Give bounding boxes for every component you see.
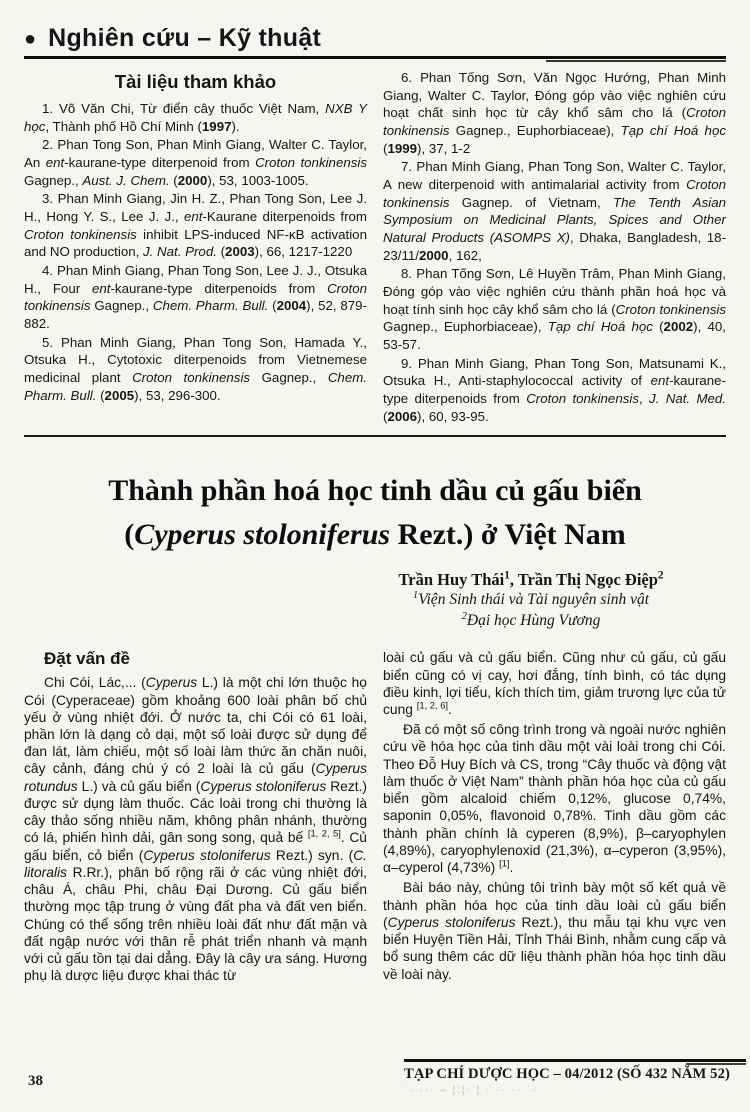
- body-paragraph: Chi Cói, Lác,... (Cyperus L.) là một chi lớn thuộc họ Cói (Cyperaceae) gồm khoảng 600 loài phân bố chủ yếu ở vùng nhiệt đới. Ở nước ta, chi Cói có 61 loài, phần lớn là dạng cỏ dại, một số loài được sử dụng để đan lát, làm chiếu, một số loài làm thức ăn chăn nuôi, cây cảnh, đáng chú ý có 2 loài là củ gấu (Cyperus rotundus L.) và củ gấu biển (Cyperus stoloniferus Rezt.) được sử dụng làm thuốc. Các loài trong chi thường là cây thảo sống nhiều năm, không phân nhánh, thường có lá, phiến hình dải, gân song song, quả bế [1, 2, 5]. Củ gấu biển, cỏ biển (Cyperus stoloniferus Rezt.) syn. (C. litoralis R.Rr.), phân bố rộng rãi ở các vùng nhiệt đới, châu Á, châu Phi, châu Đại Dương. Củ gấu biển thường mọc tập trung ở vùng đất pha và đất ven biển. Chúng có thể sống trên nhiều loài đất như đất mặn và đất ngập nước với thân rễ phát triển nhanh và mạnh với củ gấu tồn tại dai dẳng. Đây là cây ưa sáng. Hương phụ là dược liệu được khai thác từ: [24, 675, 367, 984]
- references-left-column: [24, 69, 367, 426]
- header-rule: [24, 56, 726, 59]
- journal-footer: [404, 1059, 746, 1096]
- section-bullet-icon: ●: [24, 27, 37, 50]
- byline: [366, 570, 696, 632]
- footer-rule: [404, 1059, 746, 1062]
- affiliation-1: $^1$Viện Sinh thái và Tài nguyên sinh vật: [412, 590, 650, 609]
- section-heading: Đặt vấn đề: [44, 649, 130, 669]
- affiliation-2: $^2$Đại học Hùng Vương: [461, 611, 601, 630]
- body-paragraph: Đã có một số công trình trong và ngoài nước nghiên cứu về hóa học của tinh dầu một vài loài trong chi Cói. Theo Đỗ Huy Bích và CS, trong “Cây thuốc và động vật làm thuốc ở Việt Nam” thành phần hóa học của củ gấu biển gồm alcaloid chiếm 0,12%, glucose 0,74%, saponin 0,05%, flavonoid 0,78%. Tinh dầu gồm các thành phần chính là cyperen (8,9%), β–caryophylen (4,89%), caryophylenoxid (21,3%), α–cyperon (3,95%), α–cyperol (4,73%) [1].: [383, 722, 726, 876]
- reference-item-7: 7. Phan Minh Giang, Phan Tong Son, Walter C. Taylor, A new diterpenoid with antimalarial activity from Croton tonkinensis Gagnep. of Vietnam, The Tenth Asian Symposium on Medicinal Plants, Spices and Other Natural Products (ASOMPS X), Dhaka, Bangladesh, 18-23/11/2000, 162,: [383, 159, 727, 263]
- page-number: 38: [28, 1073, 43, 1089]
- reference-item-8: 8. Phan Tống Sơn, Lê Huyền Trâm, Phan Minh Giang, Đóng góp vào việc nghiên cứu thành phần hoá học và hoạt tính sinh học cây khổ sâm cho lá (Croton tonkinensis Gagnep., Euphorbiaceae), Tạp chí Hoá học (2002), 40, 53-57.: [383, 266, 726, 353]
- scan-bleed-artifact: ˙· ··· – ¦:¦· ¦ · ·· ·· ˙·: [404, 1085, 538, 1096]
- reference-item-5: 5. Phan Minh Giang, Phan Tong Son, Hamada Y., Otsuka H., Cytotoxic diterpenoids from Vietnemese medicinal plant Croton tonkinensis Gagnep., Chem. Pharm. Bull. (2005), 53, 296-300.: [24, 334, 367, 403]
- article-title: [24, 469, 726, 556]
- body-left-column: [24, 649, 367, 987]
- journal-name: TẠP CHÍ DƯỢC HỌC – 04/2012 (SỐ 432 NĂM 52): [404, 1066, 730, 1082]
- page-header: [24, 24, 726, 53]
- article-title-line1: Thành phần hoá học tinh dầu củ gấu biển: [108, 474, 642, 508]
- reference-item-1: 1. Võ Văn Chi, Từ điển cây thuốc Việt Nam, NXB Y học, Thành phố Hồ Chí Minh (1997).: [24, 101, 367, 134]
- references-heading: Tài liệu tham khảo: [114, 71, 277, 92]
- reference-item-9: 9. Phan Minh Giang, Phan Tong Son, Matsunami K., Otsuka H., Anti-staphylococcal activity of ent-kaurane-type diterpenoids from Croton tonkinensis, J. Nat. Med. (2006), 60, 93-95.: [383, 355, 727, 424]
- reference-item-6: 6. Phan Tống Sơn, Văn Ngọc Hướng, Phan Minh Giang, Walter C. Taylor, Đóng góp vào việc nghiên cứu hoạt chất sinh học từ cây khổ sâm cho lá (Croton tonkinensis Gagnep., Euphorbiaceae), Tạp chí Hoá học (1999), 37, 1-2: [383, 70, 726, 156]
- body-paragraph: Bài báo này, chúng tôi trình bày một số kết quả về thành phần hóa học của tinh dầu loài củ gấu biển (Cyperus stoloniferus Rezt.), thu mẫu tại khu vực ven biển Huyện Tiền Hải, Tỉnh Thái Bình, nhằm cung cấp và bổ sung thêm các dữ liệu thành phần hóa học tinh dầu về loài này.: [383, 880, 727, 982]
- section-divider: [24, 435, 726, 437]
- page-header-title: Nghiên cứu – Kỹ thuật: [48, 24, 322, 52]
- reference-item-3: 3. Phan Minh Giang, Jin H. Z., Phan Tong Son, Lee J. H., Hong Y. S., Lee J. J., ent-Kaurane diterpenoids from Croton tonkinensis inhibit LPS-induced NF-κB activation and NO production, J. Nat. Prod. (2003), 66, 1217-1220: [24, 191, 367, 260]
- authors: Trần Huy Thái$^1$, Trần Thị Ngọc Điệp$^2$: [398, 569, 664, 590]
- body-paragraph: loài củ gấu và củ gấu biển. Cũng như củ gấu, củ gấu biển cũng có vị cay, hơi đắng, tính bình, có tác dụng điều kinh, lợi tiểu, kích thích tim, giảm trương lực của tử cung [1, 2, 6].: [383, 650, 726, 717]
- references-right-column: [383, 69, 726, 426]
- reference-item-2: 2. Phan Tong Son, Phan Minh Giang, Walter C. Taylor, An ent-kaurane-type diterpenoid from Croton tonkinensis Gagnep., Aust. J. Chem. (2000), 53, 1003-1005.: [24, 137, 367, 188]
- body-right-column: [383, 649, 726, 987]
- references-section: [24, 69, 726, 426]
- reference-item-4: 4. Phan Minh Giang, Phan Tong Son, Lee J. J., Otsuka H., Four ent-kaurane-type diterpenoids from Croton tonkinensis Gagnep., Chem. Pharm. Bull. (2004), 52, 879-882.: [24, 263, 367, 332]
- article-title-line2: (Cyperus stoloniferus Rezt.) ở Việt Nam: [124, 517, 626, 551]
- article-body: [24, 649, 726, 987]
